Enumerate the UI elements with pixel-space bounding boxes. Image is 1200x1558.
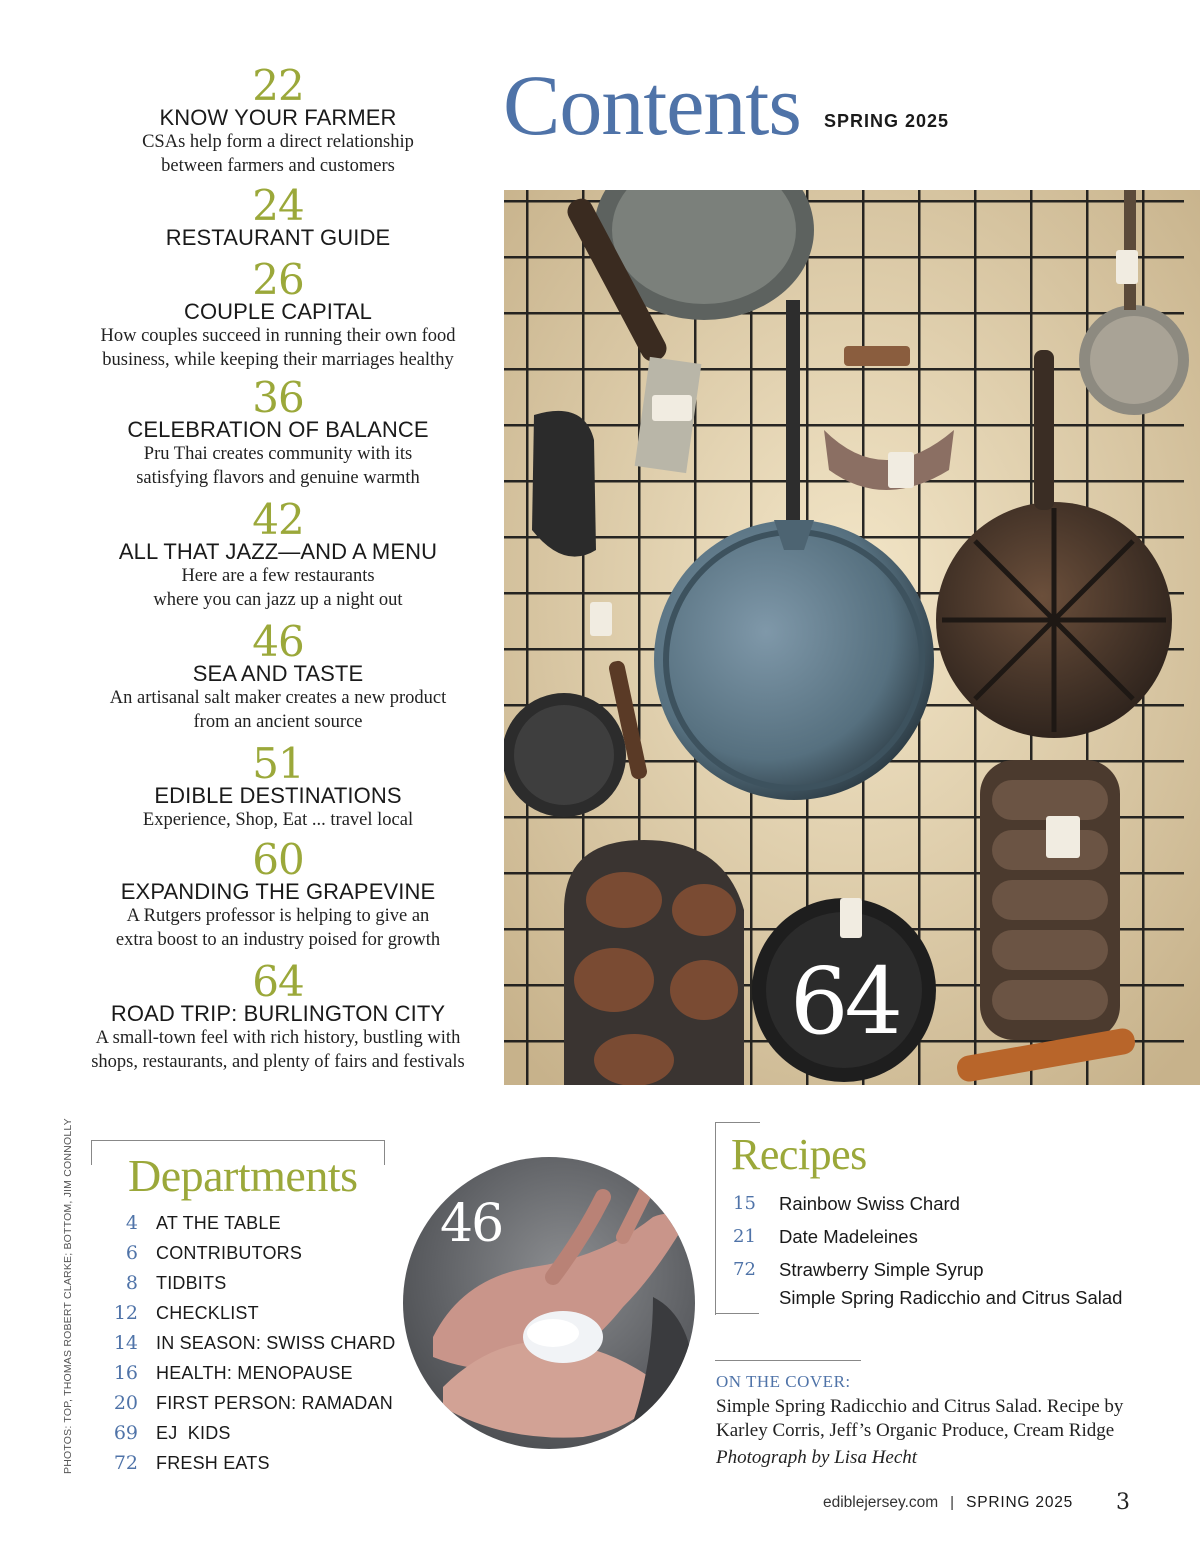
- footer-separator: |: [950, 1494, 955, 1511]
- issue-label: SPRING 2025: [824, 111, 950, 131]
- article-description: Pru Thai creates community with its: [143, 444, 413, 464]
- article-page-number: 60: [252, 835, 304, 884]
- page-title: Contents: [503, 57, 801, 153]
- department-page: 72: [113, 1452, 138, 1474]
- article-description: Experience, Shop, Eat ... travel local: [142, 810, 414, 830]
- department-page: 16: [113, 1362, 138, 1384]
- recipe-page: 15: [733, 1193, 756, 1214]
- department-page: 8: [125, 1272, 138, 1294]
- article-description: A Rutgers professor is helping to give an: [126, 906, 430, 926]
- department-name: EJ KIDS: [156, 1423, 231, 1443]
- departments-heading: Departments: [124, 1148, 362, 1204]
- recipe-page: 72: [733, 1259, 756, 1280]
- department-name: FIRST PERSON: RAMADAN: [156, 1393, 393, 1413]
- article-entry[interactable]: [58, 739, 498, 832]
- department-item[interactable]: [108, 1359, 408, 1389]
- features-list: [58, 61, 498, 1074]
- article-description: CSAs help form a direct relationship: [142, 132, 414, 152]
- cover-description: Simple Spring Radicchio and Citrus Salad. Recipe by Karley Corris, Jeff’s Organic Produce, Cream Ridge: [716, 1396, 1124, 1441]
- department-item[interactable]: [108, 1269, 408, 1299]
- recipes-list: [733, 1189, 1193, 1316]
- article-page-number: 24: [252, 181, 304, 230]
- article-page-number: 36: [252, 373, 304, 422]
- department-item[interactable]: [108, 1239, 408, 1269]
- department-name: TIDBITS: [156, 1273, 227, 1293]
- article-page-number: 64: [252, 957, 304, 1006]
- footer: [823, 1494, 1073, 1512]
- article-description: satisfying flavors and genuine warmth: [136, 468, 420, 488]
- page-number: 3: [1116, 1490, 1130, 1515]
- department-item[interactable]: [108, 1209, 408, 1239]
- article-entry[interactable]: [58, 373, 498, 490]
- department-page: 4: [125, 1212, 138, 1234]
- department-name: FRESH EATS: [156, 1453, 270, 1473]
- article-description: between farmers and customers: [161, 156, 395, 176]
- recipe-item[interactable]: [733, 1189, 1193, 1222]
- recipe-name: Date Madeleines: [779, 1226, 918, 1247]
- department-page: 20: [113, 1392, 138, 1414]
- recipes-heading: Recipes: [731, 1130, 867, 1179]
- article-title: EDIBLE DESTINATIONS: [154, 783, 402, 808]
- department-page: 14: [113, 1332, 138, 1354]
- article-title: COUPLE CAPITAL: [183, 299, 373, 324]
- article-page-number: 22: [252, 61, 304, 110]
- department-page: 69: [113, 1422, 138, 1444]
- article-entry[interactable]: [58, 957, 498, 1074]
- article-entry[interactable]: [58, 181, 498, 250]
- photo-credit: PHOTOS: TOP, THOMAS ROBERT CLARKE; BOTTOM, JIM CONNOLLY: [62, 1118, 74, 1474]
- departments-list: [108, 1209, 408, 1479]
- cover-label: ON THE COVER:: [716, 1372, 851, 1391]
- footer-issue: SPRING 2025: [966, 1494, 1074, 1511]
- department-item[interactable]: [108, 1449, 408, 1479]
- department-page: 12: [113, 1302, 138, 1324]
- footer-website-link[interactable]: ediblejersey.com: [823, 1494, 939, 1511]
- article-title: RESTAURANT GUIDE: [165, 225, 391, 250]
- article-description: A small-town feel with rich history, bustling with: [95, 1028, 461, 1048]
- cover-divider: [715, 1360, 861, 1361]
- article-title: ROAD TRIP: BURLINGTON CITY: [110, 1001, 446, 1026]
- department-item[interactable]: [108, 1419, 408, 1449]
- department-name: HEALTH: MENOPAUSE: [156, 1363, 353, 1383]
- recipe-item[interactable]: [733, 1283, 1193, 1316]
- article-description: Here are a few restaurants: [181, 566, 375, 586]
- article-description: shops, restaurants, and plenty of fairs and festivals: [91, 1052, 465, 1072]
- article-title: KNOW YOUR FARMER: [159, 105, 397, 130]
- cover-photo-credit: Photograph by Lisa Hecht: [716, 1447, 918, 1468]
- department-page: 6: [125, 1242, 138, 1264]
- recipe-name: Rainbow Swiss Chard: [779, 1193, 960, 1214]
- article-description: from an ancient source: [193, 712, 363, 732]
- department-item[interactable]: [108, 1299, 408, 1329]
- article-description: where you can jazz up a night out: [153, 590, 403, 610]
- article-description: An artisanal salt maker creates a new product: [109, 688, 447, 708]
- article-title: SEA AND TASTE: [192, 661, 364, 686]
- recipe-page: 21: [733, 1226, 756, 1247]
- recipe-item[interactable]: [733, 1255, 1193, 1283]
- article-title: CELEBRATION OF BALANCE: [127, 417, 429, 442]
- department-item[interactable]: [108, 1389, 408, 1419]
- recipe-item[interactable]: [733, 1222, 1193, 1255]
- article-description: How couples succeed in running their own food: [100, 326, 456, 346]
- article-entry[interactable]: [58, 61, 498, 178]
- recipe-name: Simple Spring Radicchio and Citrus Salad: [779, 1287, 1123, 1308]
- article-entry[interactable]: [58, 495, 498, 612]
- recipe-name: Strawberry Simple Syrup: [779, 1259, 984, 1280]
- department-name: IN SEASON: SWISS CHARD: [156, 1333, 396, 1353]
- cookware-photo[interactable]: [504, 190, 1200, 1085]
- article-page-number: 46: [252, 617, 304, 666]
- article-title: EXPANDING THE GRAPEVINE: [120, 879, 436, 904]
- article-title: ALL THAT JAZZ—AND A MENU: [118, 539, 438, 564]
- article-entry[interactable]: [58, 255, 498, 372]
- article-entry[interactable]: [58, 835, 498, 952]
- department-item[interactable]: [108, 1329, 408, 1359]
- department-name: CONTRIBUTORS: [156, 1243, 303, 1263]
- article-page-number: 51: [252, 739, 304, 788]
- photo-page-number: 64: [790, 948, 900, 1055]
- article-entry[interactable]: [58, 617, 498, 734]
- article-page-number: 42: [252, 495, 304, 544]
- article-description: business, while keeping their marriages healthy: [102, 350, 454, 370]
- circle-page-number: 46: [440, 1194, 503, 1254]
- department-name: AT THE TABLE: [156, 1213, 281, 1233]
- department-name: CHECKLIST: [156, 1303, 259, 1323]
- article-description: extra boost to an industry poised for growth: [115, 930, 441, 950]
- article-page-number: 26: [252, 255, 304, 304]
